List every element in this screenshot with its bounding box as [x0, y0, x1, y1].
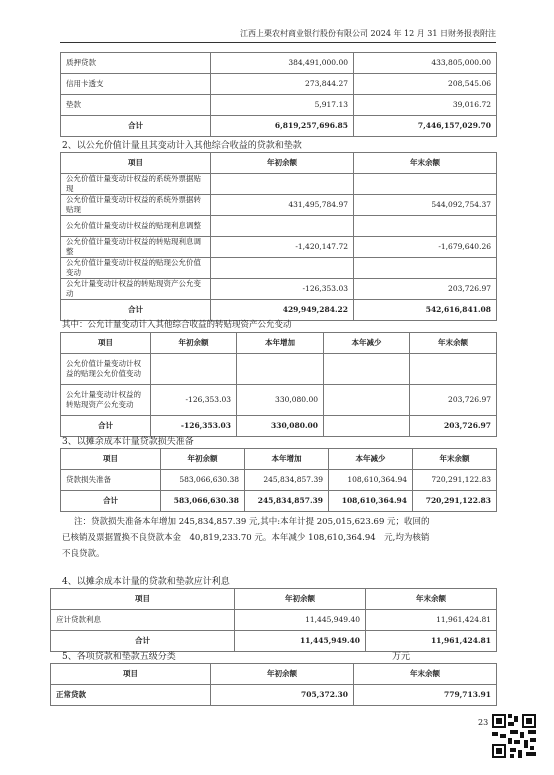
- section-title-5: 5、各项贷款和垫款五级分类: [62, 652, 176, 662]
- section-title-2: 2、以公允价值计量且其变动计入其他综合收益的贷款和垫款: [62, 141, 302, 151]
- row-label: 公允价值计量变动计权益的系统外票据贴现: [61, 174, 211, 195]
- note-line: 注：贷款损失准备本年增加 245,834,857.39 元,其中:本年计提 205,015,623.69 元；收回的: [74, 517, 430, 527]
- table-header-row: [51, 589, 497, 610]
- cell-value: [324, 354, 410, 385]
- cell-value: 39,016.72: [354, 95, 497, 116]
- table-row: [61, 237, 497, 258]
- cell-value: [324, 416, 410, 437]
- cell-value: [211, 258, 354, 279]
- cell-value: [410, 354, 497, 385]
- column-header: 年末余额: [410, 333, 497, 354]
- five-tier-classification-table: [50, 663, 497, 706]
- total-row: [61, 116, 497, 137]
- column-header: 项目: [61, 153, 211, 174]
- column-header: 年末余额: [413, 449, 497, 470]
- cell-value: 208,545.06: [354, 74, 497, 95]
- row-label: 应计贷款利息: [51, 610, 235, 631]
- cell-value: 384,491,000.00: [211, 53, 354, 74]
- column-header: 年初余额: [161, 449, 245, 470]
- cell-value: 11,961,424.81: [366, 631, 497, 652]
- column-header: 年初余额: [235, 589, 366, 610]
- table-row: [51, 610, 497, 631]
- column-header: 年初余额: [211, 153, 354, 174]
- cell-value: 330,080.00: [237, 416, 324, 437]
- cell-value: 203,726.97: [410, 416, 497, 437]
- cell-value: 11,445,949.40: [235, 631, 366, 652]
- cell-value: 544,092,754.37: [354, 195, 497, 216]
- cell-value: 583,066,630.38: [161, 491, 245, 512]
- column-header: 项目: [51, 664, 211, 685]
- column-header: 年末余额: [354, 664, 497, 685]
- column-header: 年末余额: [366, 589, 497, 610]
- row-label: 公允价值计量变动计权益的贴现利息调整: [61, 216, 211, 237]
- cell-value: 203,726.97: [354, 279, 497, 300]
- column-header: 年初余额: [211, 664, 354, 685]
- accrued-interest-table: [50, 588, 497, 652]
- cell-value: 108,610,364.94: [329, 491, 413, 512]
- cell-value: 429,949,284.22: [211, 300, 354, 321]
- table-header-row: [61, 449, 497, 470]
- row-label: 质押贷款: [61, 53, 211, 74]
- section-subtitle: 其中：公允计量变动计入其他综合收益的转贴现资产公允变动: [62, 320, 292, 330]
- loans-table-continued: [60, 52, 497, 137]
- column-header: 年末余额: [354, 153, 497, 174]
- cell-value: 583,066,630.38: [161, 470, 245, 491]
- cell-value: 779,713.91: [354, 685, 497, 706]
- table-row: [61, 174, 497, 195]
- cell-value: 433,805,000.00: [354, 53, 497, 74]
- cell-value: 108,610,364.94: [329, 470, 413, 491]
- table-header-row: [61, 333, 497, 354]
- cell-value: [354, 216, 497, 237]
- total-label: 合计: [51, 631, 235, 652]
- cell-value: -1,679,640.26: [354, 237, 497, 258]
- row-label: 公允价值计量变动计权益的系统外票据转贴现: [61, 195, 211, 216]
- cell-value: 11,445,949.40: [235, 610, 366, 631]
- page-header: 江西上栗农村商业银行股份有限公司 2024 年 12 月 31 日财务报表附注: [60, 28, 496, 43]
- cell-value: 6,819,257,696.85: [211, 116, 354, 137]
- row-label: 公允计量变动计权益的转贴现资产公允变动: [61, 385, 151, 416]
- table-row: [61, 95, 497, 116]
- fvoci-loans-table: [60, 152, 497, 321]
- column-header: 本年减少: [324, 333, 410, 354]
- total-label: 合计: [61, 491, 161, 512]
- cell-value: 330,080.00: [237, 385, 324, 416]
- table-header-row: [51, 664, 497, 685]
- cell-value: 720,291,122.83: [413, 491, 497, 512]
- cell-value: 7,446,157,029.70: [354, 116, 497, 137]
- column-header: 项目: [61, 333, 151, 354]
- column-header: 本年增加: [237, 333, 324, 354]
- total-row: [61, 491, 497, 512]
- qr-code-icon: [490, 712, 538, 760]
- page-number: 23: [478, 718, 489, 727]
- table-row: [61, 53, 497, 74]
- table-row: [61, 216, 497, 237]
- cell-value: 542,616,841.08: [354, 300, 497, 321]
- cell-value: -1,420,147.72: [211, 237, 354, 258]
- table-row: [61, 195, 497, 216]
- table-header-row: [61, 153, 497, 174]
- cell-value: [354, 174, 497, 195]
- cell-value: [237, 354, 324, 385]
- table-row: [61, 470, 497, 491]
- row-label: 贷款损失准备: [61, 470, 161, 491]
- row-label: 公允价值计量变动计权益的转贴现利息调整: [61, 237, 211, 258]
- row-label: 公允计量变动计权益的转贴现资产公允变动: [61, 279, 211, 300]
- column-header: 本年减少: [329, 449, 413, 470]
- cell-value: 245,834,857.39: [245, 491, 329, 512]
- cell-value: 705,372.30: [211, 685, 354, 706]
- section-title-3: 3、以摊余成本计量贷款损失准备: [62, 437, 194, 447]
- cell-value: 11,961,424.81: [366, 610, 497, 631]
- cell-value: 431,495,784.97: [211, 195, 354, 216]
- reserve-note: [62, 514, 494, 562]
- cell-value: 720,291,122.83: [413, 470, 497, 491]
- section-title-4: 4、以摊余成本计量的贷款和垫款应计利息: [62, 577, 230, 587]
- row-label: 垫款: [61, 95, 211, 116]
- total-label: 合计: [61, 416, 151, 437]
- table-row: [61, 354, 497, 385]
- note-line: 已核销及票据置换不良贷款本金 40,819,233.70 元。本年减少 108,610,364.94 元,均为核销: [62, 533, 430, 543]
- cell-value: [151, 354, 237, 385]
- total-label: 合计: [61, 116, 211, 137]
- cell-value: 203,726.97: [410, 385, 497, 416]
- row-label: 公允价值计量变动计权益的贴现公允价值变动: [61, 258, 211, 279]
- cell-value: 5,917.13: [211, 95, 354, 116]
- fair-value-change-table: [60, 332, 497, 437]
- table-row: [61, 385, 497, 416]
- loan-loss-reserve-table: [60, 448, 497, 512]
- cell-value: [324, 385, 410, 416]
- column-header: 项目: [61, 449, 161, 470]
- column-header: 年初余额: [151, 333, 237, 354]
- unit-label: 万元: [392, 652, 411, 662]
- table-row: [61, 279, 497, 300]
- cell-value: -126,353.03: [151, 385, 237, 416]
- total-label: 合计: [61, 300, 211, 321]
- table-row: [61, 74, 497, 95]
- column-header: 本年增加: [245, 449, 329, 470]
- column-header: 项目: [51, 589, 235, 610]
- cell-value: 245,834,857.39: [245, 470, 329, 491]
- cell-value: [211, 216, 354, 237]
- row-label: 公允价值计量变动计权益的贴现公允价值变动: [61, 354, 151, 385]
- row-label: 信用卡透支: [61, 74, 211, 95]
- table-row: [61, 258, 497, 279]
- cell-value: [354, 258, 497, 279]
- table-row: [51, 685, 497, 706]
- cell-value: 273,844.27: [211, 74, 354, 95]
- cell-value: -126,353.03: [211, 279, 354, 300]
- note-line: 不良贷款。: [62, 549, 105, 559]
- row-label: 正常贷款: [51, 685, 211, 706]
- cell-value: -126,353.03: [151, 416, 237, 437]
- cell-value: [211, 174, 354, 195]
